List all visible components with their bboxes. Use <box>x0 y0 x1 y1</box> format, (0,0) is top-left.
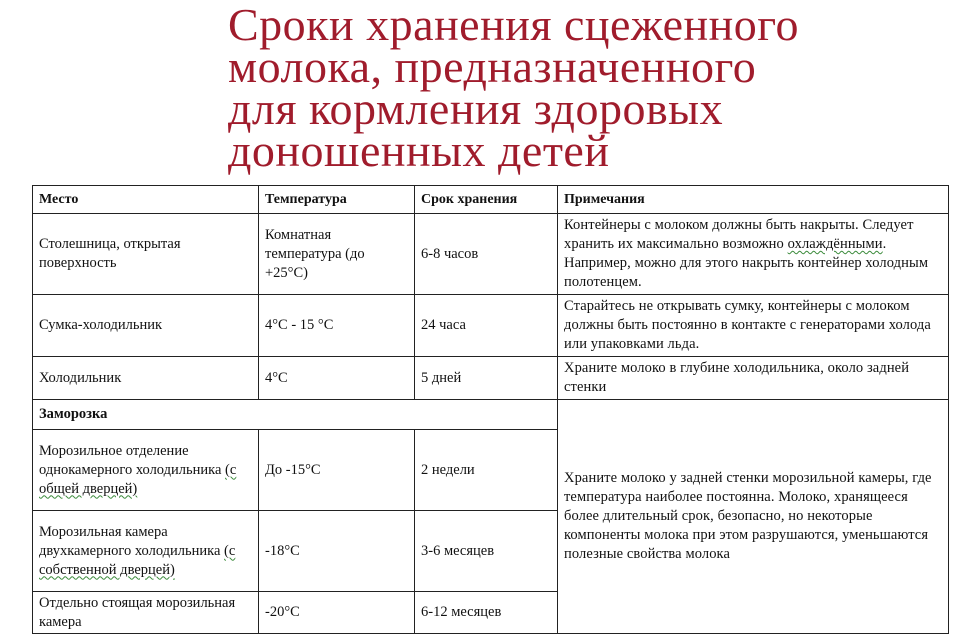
duration-cell: 5 дней <box>415 357 558 400</box>
note-cell: Старайтесь не открывать сумку, контейнеры с молоком должны быть постоянно в контакте с генераторами холода или упаковками льда. <box>558 295 949 357</box>
storage-table <box>32 185 949 634</box>
table-row <box>33 357 949 400</box>
temperature-cell: 4°C - 15 °C <box>259 295 415 357</box>
note-text: Контейнеры с молоком должны быть накрыты. Следует хранить их максимально возможно <box>564 217 914 252</box>
temperature-cell: -18°C <box>259 511 415 592</box>
title-line: для кормления здоровых <box>228 83 724 134</box>
title-line: доношенных детей <box>228 125 610 176</box>
place-text: Морозильная камера двухкамерного холодильника <box>39 523 225 559</box>
table-header-row <box>33 186 949 214</box>
header-temperature: Температура <box>259 186 415 214</box>
note-cell: Храните молоко в глубине холодильника, около задней стенки <box>558 357 949 400</box>
place-text: Отдельно стоящая морозильная камера <box>39 594 236 630</box>
freezer-note-cell: Храните молоко у задней стенки морозильной камеры, где температура наиболее постоянна. Молоко, хранящееся более длительный срок, безопасно, но некоторые компоненты молока при этом разрушаются, уменьшаются полезные свойства молока <box>558 400 949 634</box>
place-text: Морозильное отделение однокамерного холодильника <box>39 442 226 478</box>
duration-cell: 3-6 месяцев <box>415 511 558 592</box>
header-notes: Примечания <box>558 186 949 214</box>
section-row <box>33 400 949 430</box>
title-line: молока, предназначенного <box>228 41 757 92</box>
note-text: . Например, можно для этого накрыть контейнер холодным полотенцем. <box>564 236 929 290</box>
place-cell <box>33 511 259 592</box>
temperature-cell: Комнатная температура (до +25°C) <box>259 214 415 295</box>
page-title <box>228 0 968 176</box>
note-cell <box>558 214 949 295</box>
spellcheck-phrase: (с собственной дверцей) <box>39 542 236 578</box>
spellcheck-phrase: (с общей дверцей) <box>39 461 237 497</box>
temperature-cell: -20°C <box>259 592 415 634</box>
header-duration: Срок хранения <box>415 186 558 214</box>
place-cell: Столешница, открытая поверхность <box>33 214 259 295</box>
duration-cell: 6-12 месяцев <box>415 592 558 634</box>
duration-cell: 24 часа <box>415 295 558 357</box>
spellcheck-word: охлаждёнными <box>787 236 883 252</box>
table-row <box>33 295 949 357</box>
duration-cell: 2 недели <box>415 430 558 511</box>
place-cell <box>33 430 259 511</box>
temperature-cell: 4°C <box>259 357 415 400</box>
place-cell: Холодильник <box>33 357 259 400</box>
table-row <box>33 214 949 295</box>
freezer-section-label: Заморозка <box>33 400 558 430</box>
place-cell <box>33 592 259 634</box>
duration-cell: 6-8 часов <box>415 214 558 295</box>
place-cell: Сумка-холодильник <box>33 295 259 357</box>
temperature-cell: До -15°C <box>259 430 415 511</box>
title-line: Сроки хранения сцеженного <box>228 0 799 50</box>
header-place: Место <box>33 186 259 214</box>
